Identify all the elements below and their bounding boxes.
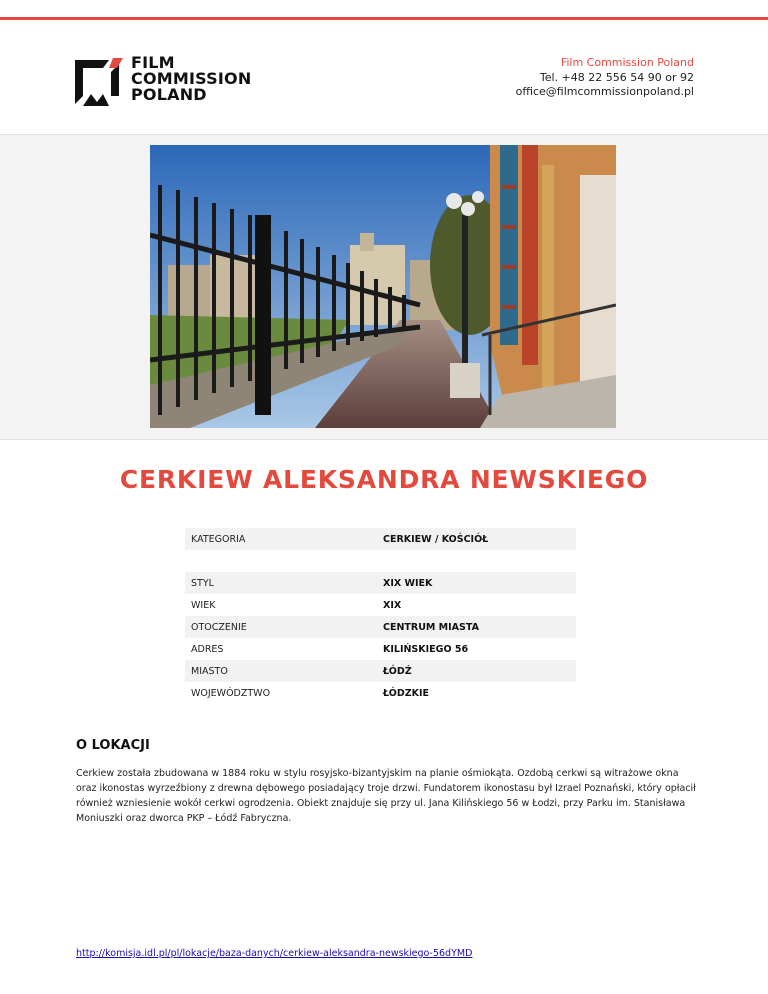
property-label: STYL: [191, 577, 214, 589]
contact-org: Film Commission Poland: [560, 56, 694, 69]
properties-table: [185, 528, 576, 704]
property-row-voivodeship: [185, 682, 576, 704]
logo-line-2: COMMISSION: [131, 69, 252, 88]
property-label: WIEK: [191, 599, 216, 611]
property-value: KILIŃSKIEGO 56: [383, 643, 469, 655]
property-label: ADRES: [191, 643, 224, 655]
property-value: ŁÓDŹ: [383, 665, 412, 677]
location-photo: [150, 145, 616, 428]
logo-wordmark: [131, 55, 251, 103]
logo-line-1: FILM: [131, 53, 175, 72]
property-row-surroundings: [185, 616, 576, 638]
property-label: MIASTO: [191, 665, 228, 677]
contact-block: [516, 56, 694, 100]
logo-frame-icon: [73, 58, 125, 108]
property-row-style: [185, 572, 576, 594]
property-spacer: [185, 550, 576, 572]
property-label: OTOCZENIE: [191, 621, 247, 633]
property-label: KATEGORIA: [191, 533, 246, 545]
property-row-age: [185, 594, 576, 616]
film-commission-logo[interactable]: [73, 55, 251, 125]
property-value: CENTRUM MIASTA: [383, 621, 479, 633]
property-row-address: [185, 638, 576, 660]
property-value: XIX WIEK: [383, 577, 433, 589]
property-value: CERKIEW / KOŚCIÓŁ: [383, 533, 489, 545]
about-text: Cerkiew została zbudowana w 1884 roku w stylu rosyjsko-bizantyjskim na planie ośmiokąta. Ozdobą cerkwi są witrażowe okna oraz ikonostas wyrzeźbiony z drewna dębowego posiadający troje drzwi. Fundatorem ikonostasu był Izrael Poznański, który opłacił również wzniesienie wokół cerkwi ogrodzenia. Obiekt znajduje się przy ul. Jana Kilińskiego 56 w Łodzi, przy Parku im. Stanisława Moniuszki oraz dworca PKP – Łódź Fabryczna.: [76, 768, 696, 824]
contact-email[interactable]: office@filmcommissionpoland.pl: [515, 85, 694, 98]
property-row-category: [185, 528, 576, 550]
page-title: CERKIEW ALEKSANDRA NEWSKIEGO: [119, 465, 649, 494]
property-value: XIX: [383, 599, 402, 611]
contact-phone: Tel. +48 22 556 54 90 or 92: [539, 70, 694, 84]
property-row-city: [185, 660, 576, 682]
photo-band: [0, 134, 768, 440]
about-heading: O LOKACJI: [76, 738, 150, 753]
page-header: [0, 20, 768, 134]
logo-line-3: POLAND: [131, 85, 207, 104]
property-label: WOJEWÓDZTWO: [191, 687, 271, 699]
property-value: ŁÓDZKIE: [383, 687, 429, 699]
location-url-link[interactable]: http://komisja.idl.pl/pl/lokacje/baza-danych/cerkiew-aleksandra-newskiego-56dYMD: [76, 948, 473, 959]
